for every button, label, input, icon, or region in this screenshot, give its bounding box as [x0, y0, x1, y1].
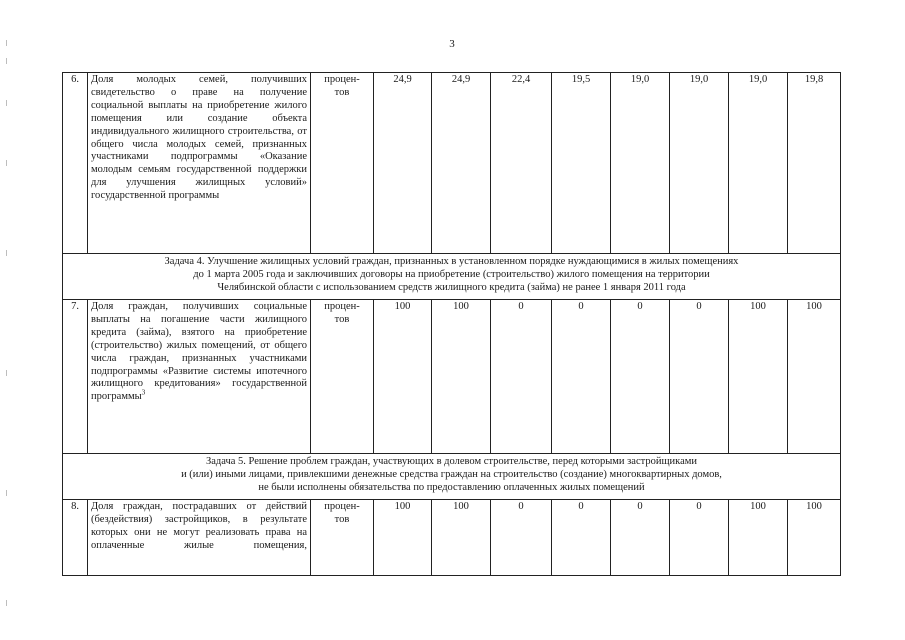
table-row: [63, 500, 841, 576]
indicator-description: Доля граждан, пострадавших от действий (бездействия) застройщиков, в результате которых они не могут реализовать права на оплаченные жилые помещения,: [88, 500, 311, 576]
value-cell: 100: [788, 300, 841, 454]
task-row: [63, 454, 841, 500]
value-cell: 100: [729, 500, 788, 576]
table-row: [63, 73, 841, 254]
value-cell: 100: [432, 300, 491, 454]
value-cell: 19,5: [552, 73, 611, 254]
value-cell: 0: [611, 300, 670, 454]
row-number: 8.: [63, 500, 88, 576]
unit-cell: процен- тов: [311, 500, 374, 576]
task-row: [63, 254, 841, 300]
value-cell: 100: [729, 300, 788, 454]
value-cell: 19,0: [611, 73, 670, 254]
value-cell: 0: [670, 300, 729, 454]
page-number: 3: [449, 38, 455, 50]
indicator-description: Доля граждан, получивших социальные выплаты на погашение части жилищного кредита (займа), взятого на приобретение (строительство) жилых помещений, от общего числа граждан, признанных участниками подпрограммы «Развитие системы ипотечного жилищного кредитования» государственной программы$^3$: [88, 300, 311, 454]
value-cell: 0: [552, 500, 611, 576]
value-cell: 24,9: [374, 73, 432, 254]
task-heading: Задача 4. Улучшение жилищных условий граждан, признанных в установленном порядке нуждающимися в жилых помещениях до 1 марта 2005 года и заключивших договоры на приобретение (строительство) жилого помещения на территории Челябинской области с использованием средств жилищного кредита (займа) не ранее 1 января 2011 года: [63, 254, 841, 300]
value-cell: 0: [670, 500, 729, 576]
value-cell: 0: [491, 300, 552, 454]
value-cell: 0: [552, 300, 611, 454]
row-number: 6.: [63, 73, 88, 254]
unit-cell: процен- тов: [311, 73, 374, 254]
value-cell: 19,0: [729, 73, 788, 254]
value-cell: 100: [432, 500, 491, 576]
value-cell: 19,0: [670, 73, 729, 254]
binding-margin-marks: [6, 40, 8, 620]
value-cell: 22,4: [491, 73, 552, 254]
task-heading: Задача 5. Решение проблем граждан, участвующих в долевом строительстве, перед которыми застройщиками и (или) иными лицами, привлекшими денежные средства граждан на строительство (создание) многоквартирных домов, не были исполнены обязательства по предоставлению оплаченных жилых помещений: [63, 454, 841, 500]
value-cell: 100: [374, 300, 432, 454]
value-cell: 100: [788, 500, 841, 576]
value-cell: 0: [491, 500, 552, 576]
row-number: 7.: [63, 300, 88, 454]
table-row: [63, 300, 841, 454]
indicators-table: [62, 72, 841, 576]
value-cell: 24,9: [432, 73, 491, 254]
unit-cell: процен- тов: [311, 300, 374, 454]
value-cell: 0: [611, 500, 670, 576]
value-cell: 100: [374, 500, 432, 576]
indicator-description: Доля молодых семей, получивших свидетельство о праве на получение социальной выплаты на приобретение жилого помещения или создание объекта индивидуального жилищного строительства, от общего числа молодых семей, признанных участниками подпрограммы «Оказание молодым семьям государственной поддержки для улучшения жилищных условий» государственной программы: [88, 73, 311, 254]
footnote-mark: 3: [141, 388, 146, 397]
value-cell: 19,8: [788, 73, 841, 254]
